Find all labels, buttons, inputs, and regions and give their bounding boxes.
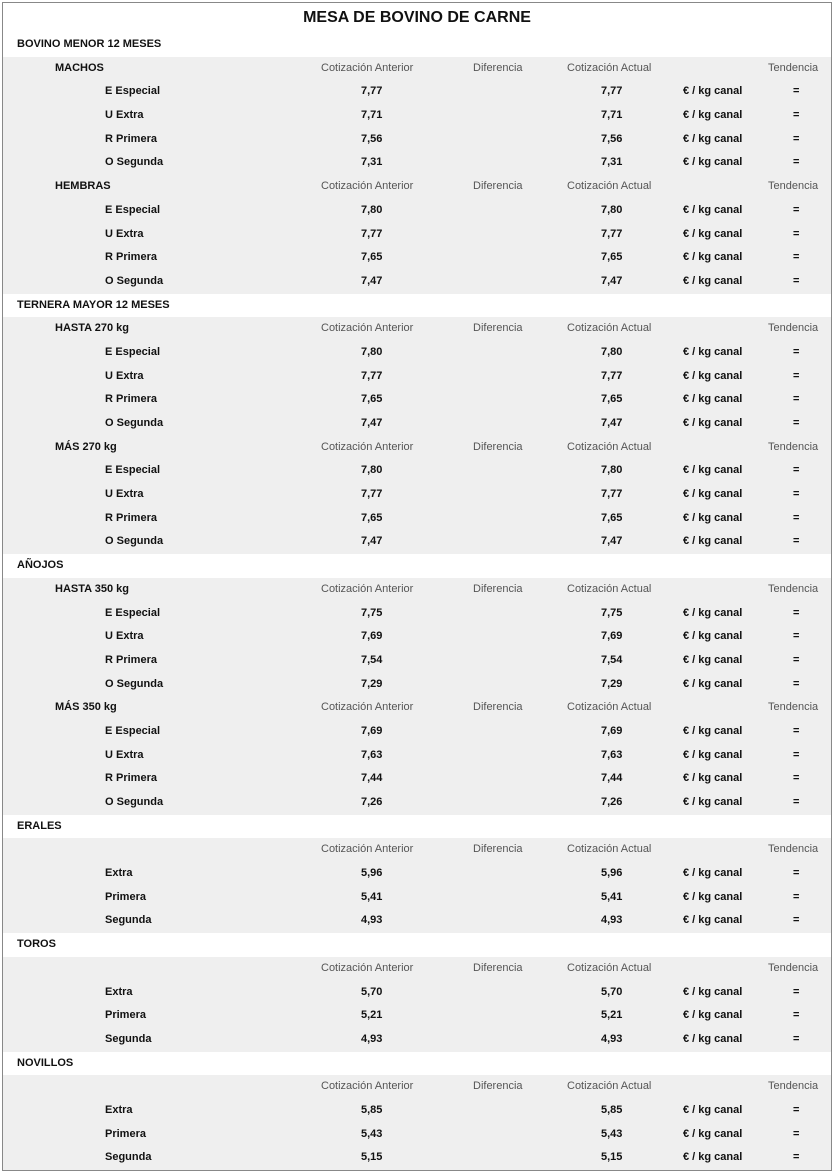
price-anterior: 7,56 bbox=[361, 132, 383, 145]
grade-label: Extra bbox=[105, 867, 133, 880]
page-title: MESA DE BOVINO DE CARNE bbox=[303, 9, 531, 26]
price-anterior: 5,85 bbox=[361, 1103, 383, 1116]
price-anterior: 4,93 bbox=[361, 914, 383, 927]
grade-label: Primera bbox=[105, 1127, 146, 1140]
table-row bbox=[3, 104, 831, 128]
group-label: HEMBRAS bbox=[55, 180, 111, 193]
header-cotizacion-anterior: Cotización Anterior bbox=[321, 701, 414, 714]
unit-label: € / kg canal bbox=[683, 772, 743, 785]
unit-label: € / kg canal bbox=[683, 535, 743, 548]
header-diferencia: Diferencia bbox=[473, 1080, 523, 1093]
grade-label: R Primera bbox=[105, 511, 157, 524]
table-row bbox=[3, 388, 831, 412]
price-actual: 4,93 bbox=[601, 914, 623, 927]
unit-label: € / kg canal bbox=[683, 890, 743, 903]
header-cotizacion-anterior: Cotización Anterior bbox=[321, 1080, 414, 1093]
price-actual: 5,85 bbox=[601, 1103, 623, 1116]
column-header-row bbox=[3, 578, 831, 602]
unit-label: € / kg canal bbox=[683, 393, 743, 406]
trend-indicator: = bbox=[793, 914, 800, 927]
table-row bbox=[3, 246, 831, 270]
grade-label: E Especial bbox=[105, 724, 161, 737]
grade-label: R Primera bbox=[105, 393, 157, 406]
grade-label: E Especial bbox=[105, 85, 161, 98]
table-row bbox=[3, 365, 831, 389]
grade-label: Segunda bbox=[105, 1032, 152, 1045]
grade-label: O Segunda bbox=[105, 796, 164, 808]
price-actual: 7,77 bbox=[601, 369, 623, 382]
unit-label: € / kg canal bbox=[683, 511, 743, 524]
group-label: HASTA 350 kg bbox=[55, 582, 129, 595]
price-anterior: 7,31 bbox=[361, 156, 383, 169]
header-diferencia: Diferencia bbox=[473, 582, 523, 595]
unit-label: € / kg canal bbox=[683, 203, 743, 216]
grade-label: R Primera bbox=[105, 653, 157, 666]
table-row bbox=[3, 507, 831, 531]
header-cotizacion-anterior: Cotización Anterior bbox=[321, 440, 414, 453]
group-label: HASTA 270 kg bbox=[55, 322, 129, 335]
price-actual: 5,21 bbox=[601, 1009, 623, 1022]
grade-label: U Extra bbox=[105, 488, 144, 501]
unit-label: € / kg canal bbox=[683, 251, 743, 264]
section-label: BOVINO MENOR 12 MESES bbox=[17, 38, 162, 50]
price-anterior: 7,65 bbox=[361, 251, 383, 264]
section-label: TOROS bbox=[17, 938, 56, 951]
grade-label: E Especial bbox=[105, 464, 161, 477]
table-row bbox=[3, 199, 831, 223]
header-tendencia: Tendencia bbox=[768, 701, 819, 714]
header-diferencia: Diferencia bbox=[473, 440, 523, 453]
header-diferencia: Diferencia bbox=[473, 843, 523, 856]
unit-label: € / kg canal bbox=[683, 369, 743, 382]
unit-label: € / kg canal bbox=[683, 914, 743, 927]
unit-label: € / kg canal bbox=[683, 345, 743, 358]
trend-indicator: = bbox=[793, 369, 800, 382]
header-tendencia: Tendencia bbox=[768, 843, 819, 856]
price-anterior: 7,47 bbox=[361, 274, 383, 287]
header-cotizacion-anterior: Cotización Anterior bbox=[321, 961, 414, 974]
trend-indicator: = bbox=[793, 1032, 800, 1045]
header-cotizacion-actual: Cotización Actual bbox=[567, 61, 652, 74]
header-cotizacion-actual: Cotización Actual bbox=[567, 701, 652, 714]
header-tendencia: Tendencia bbox=[768, 322, 819, 335]
group-label: MACHOS bbox=[55, 61, 104, 74]
unit-label: € / kg canal bbox=[683, 606, 743, 619]
grade-label: Primera bbox=[105, 890, 146, 903]
table-row bbox=[3, 1028, 831, 1052]
trend-indicator: = bbox=[793, 464, 800, 477]
trend-indicator: = bbox=[793, 251, 800, 264]
trend-indicator: = bbox=[793, 156, 800, 169]
trend-indicator: = bbox=[793, 1009, 800, 1022]
price-anterior: 5,70 bbox=[361, 985, 383, 998]
table-row bbox=[3, 981, 831, 1005]
section-label: TERNERA MAYOR 12 MESES bbox=[17, 298, 170, 311]
table-row bbox=[3, 530, 831, 554]
trend-indicator: = bbox=[793, 393, 800, 406]
column-header-row bbox=[3, 436, 831, 460]
grade-label: O Segunda bbox=[105, 677, 164, 690]
price-actual: 7,77 bbox=[601, 488, 623, 501]
trend-indicator: = bbox=[793, 1103, 800, 1116]
price-anterior: 7,65 bbox=[361, 393, 383, 406]
trend-indicator: = bbox=[793, 630, 800, 643]
section-row bbox=[3, 1052, 831, 1076]
table-row bbox=[3, 1146, 831, 1170]
price-anterior: 7,69 bbox=[361, 630, 383, 643]
price-actual: 7,69 bbox=[601, 630, 623, 643]
table-row bbox=[3, 1123, 831, 1147]
table-row bbox=[3, 270, 831, 294]
column-header-row bbox=[3, 175, 831, 199]
price-actual: 7,80 bbox=[601, 203, 623, 216]
grade-label: Extra bbox=[105, 985, 133, 998]
header-tendencia: Tendencia bbox=[768, 1080, 819, 1093]
table-row bbox=[3, 128, 831, 152]
header-cotizacion-anterior: Cotización Anterior bbox=[321, 582, 414, 595]
table-row bbox=[3, 720, 831, 744]
table-row bbox=[3, 459, 831, 483]
price-actual: 7,77 bbox=[601, 85, 623, 98]
table-row bbox=[3, 602, 831, 626]
column-header-row bbox=[3, 957, 831, 981]
header-cotizacion-actual: Cotización Actual bbox=[567, 582, 652, 595]
grade-label: E Especial bbox=[105, 606, 161, 619]
grade-label: O Segunda bbox=[105, 274, 164, 287]
unit-label: € / kg canal bbox=[683, 630, 743, 643]
header-diferencia: Diferencia bbox=[473, 322, 523, 335]
header-cotizacion-actual: Cotización Actual bbox=[567, 843, 652, 856]
table-row bbox=[3, 483, 831, 507]
table-row bbox=[3, 151, 831, 175]
unit-label: € / kg canal bbox=[683, 653, 743, 666]
price-anterior: 7,80 bbox=[361, 203, 383, 216]
unit-label: € / kg canal bbox=[683, 1127, 743, 1140]
trend-indicator: = bbox=[793, 985, 800, 998]
group-label: MÁS 350 kg bbox=[55, 701, 117, 714]
price-actual: 7,69 bbox=[601, 724, 623, 737]
price-actual: 5,43 bbox=[601, 1127, 623, 1140]
trend-indicator: = bbox=[793, 227, 800, 240]
trend-indicator: = bbox=[793, 867, 800, 880]
price-anterior: 7,80 bbox=[361, 464, 383, 477]
section-row bbox=[3, 33, 831, 57]
table-row bbox=[3, 909, 831, 933]
grade-label: U Extra bbox=[105, 109, 144, 122]
unit-label: € / kg canal bbox=[683, 85, 743, 98]
header-cotizacion-anterior: Cotización Anterior bbox=[321, 61, 414, 74]
price-actual: 7,29 bbox=[601, 677, 623, 690]
price-anterior: 7,47 bbox=[361, 417, 383, 429]
column-header-row bbox=[3, 57, 831, 81]
unit-label: € / kg canal bbox=[683, 1009, 743, 1022]
price-actual: 7,63 bbox=[601, 748, 623, 761]
trend-indicator: = bbox=[793, 85, 800, 98]
price-anterior: 7,29 bbox=[361, 677, 383, 690]
section-label: AÑOJOS bbox=[17, 559, 64, 572]
table-row bbox=[3, 341, 831, 365]
table-row bbox=[3, 412, 831, 436]
price-sheet bbox=[2, 2, 832, 1171]
header-cotizacion-actual: Cotización Actual bbox=[567, 322, 652, 335]
section-row bbox=[3, 933, 831, 957]
trend-indicator: = bbox=[793, 417, 800, 429]
unit-label: € / kg canal bbox=[683, 132, 743, 145]
price-anterior: 7,77 bbox=[361, 85, 383, 98]
grade-label: U Extra bbox=[105, 227, 144, 240]
header-cotizacion-anterior: Cotización Anterior bbox=[321, 322, 414, 335]
grade-label: U Extra bbox=[105, 369, 144, 382]
price-actual: 7,47 bbox=[601, 274, 623, 287]
table-row bbox=[3, 80, 831, 104]
price-actual: 7,44 bbox=[601, 772, 623, 785]
price-actual: 7,80 bbox=[601, 345, 623, 358]
grade-label: R Primera bbox=[105, 772, 157, 785]
price-actual: 7,75 bbox=[601, 606, 623, 619]
price-actual: 7,54 bbox=[601, 653, 623, 666]
header-cotizacion-actual: Cotización Actual bbox=[567, 961, 652, 974]
price-anterior: 7,77 bbox=[361, 369, 383, 382]
price-anterior: 7,80 bbox=[361, 345, 383, 358]
price-actual: 7,56 bbox=[601, 132, 623, 145]
price-anterior: 5,43 bbox=[361, 1127, 383, 1140]
table-row bbox=[3, 862, 831, 886]
price-actual: 7,65 bbox=[601, 511, 623, 524]
unit-label: € / kg canal bbox=[683, 748, 743, 761]
trend-indicator: = bbox=[793, 772, 800, 785]
header-cotizacion-actual: Cotización Actual bbox=[567, 180, 652, 193]
group-label: MÁS 270 kg bbox=[55, 440, 117, 453]
column-header-row bbox=[3, 838, 831, 862]
price-anterior: 7,69 bbox=[361, 724, 383, 737]
price-actual: 7,65 bbox=[601, 393, 623, 406]
column-header-row bbox=[3, 696, 831, 720]
trend-indicator: = bbox=[793, 653, 800, 666]
price-actual: 7,71 bbox=[601, 109, 623, 122]
grade-label: Segunda bbox=[105, 1151, 152, 1164]
price-anterior: 7,77 bbox=[361, 488, 383, 501]
header-cotizacion-actual: Cotización Actual bbox=[567, 1080, 652, 1093]
price-actual: 7,80 bbox=[601, 464, 623, 477]
trend-indicator: = bbox=[793, 132, 800, 145]
trend-indicator: = bbox=[793, 796, 800, 808]
table-row bbox=[3, 886, 831, 910]
trend-indicator: = bbox=[793, 606, 800, 619]
price-anterior: 7,54 bbox=[361, 653, 383, 666]
unit-label: € / kg canal bbox=[683, 1103, 743, 1116]
header-cotizacion-anterior: Cotización Anterior bbox=[321, 180, 414, 193]
price-anterior: 5,96 bbox=[361, 867, 383, 880]
price-anterior: 5,41 bbox=[361, 890, 383, 903]
header-diferencia: Diferencia bbox=[473, 961, 523, 974]
price-actual: 7,47 bbox=[601, 417, 623, 429]
unit-label: € / kg canal bbox=[683, 464, 743, 477]
header-cotizacion-anterior: Cotización Anterior bbox=[321, 843, 414, 856]
unit-label: € / kg canal bbox=[683, 227, 743, 240]
grade-label: O Segunda bbox=[105, 417, 164, 429]
price-anterior: 5,21 bbox=[361, 1009, 383, 1022]
trend-indicator: = bbox=[793, 511, 800, 524]
price-anterior: 7,77 bbox=[361, 227, 383, 240]
trend-indicator: = bbox=[793, 345, 800, 358]
section-label: NOVILLOS bbox=[17, 1056, 74, 1069]
section-label: ERALES bbox=[17, 819, 62, 832]
section-row bbox=[3, 294, 831, 318]
price-actual: 7,47 bbox=[601, 535, 623, 548]
header-diferencia: Diferencia bbox=[473, 701, 523, 714]
price-actual: 4,93 bbox=[601, 1032, 623, 1045]
price-anterior: 7,47 bbox=[361, 535, 383, 548]
price-actual: 7,77 bbox=[601, 227, 623, 240]
price-anterior: 7,44 bbox=[361, 772, 383, 785]
grade-label: R Primera bbox=[105, 132, 157, 145]
grade-label: Primera bbox=[105, 1009, 146, 1022]
trend-indicator: = bbox=[793, 748, 800, 761]
header-cotizacion-actual: Cotización Actual bbox=[567, 440, 652, 453]
grade-label: E Especial bbox=[105, 203, 161, 216]
price-anterior: 7,71 bbox=[361, 109, 383, 122]
grade-label: Segunda bbox=[105, 914, 152, 927]
trend-indicator: = bbox=[793, 1151, 800, 1164]
section-row bbox=[3, 554, 831, 578]
table-row bbox=[3, 1004, 831, 1028]
table-row bbox=[3, 673, 831, 697]
price-actual: 5,41 bbox=[601, 890, 623, 903]
price-table bbox=[3, 33, 831, 1170]
price-actual: 7,26 bbox=[601, 796, 623, 808]
trend-indicator: = bbox=[793, 488, 800, 501]
unit-label: € / kg canal bbox=[683, 274, 743, 287]
unit-label: € / kg canal bbox=[683, 724, 743, 737]
grade-label: O Segunda bbox=[105, 535, 164, 548]
column-header-row bbox=[3, 1075, 831, 1099]
price-actual: 5,70 bbox=[601, 985, 623, 998]
header-tendencia: Tendencia bbox=[768, 180, 819, 193]
price-actual: 5,15 bbox=[601, 1151, 623, 1164]
trend-indicator: = bbox=[793, 724, 800, 737]
header-tendencia: Tendencia bbox=[768, 961, 819, 974]
unit-label: € / kg canal bbox=[683, 1151, 743, 1164]
trend-indicator: = bbox=[793, 677, 800, 690]
grade-label: U Extra bbox=[105, 630, 144, 643]
table-row bbox=[3, 744, 831, 768]
unit-label: € / kg canal bbox=[683, 867, 743, 880]
unit-label: € / kg canal bbox=[683, 156, 743, 169]
table-row bbox=[3, 223, 831, 247]
header-tendencia: Tendencia bbox=[768, 440, 819, 453]
trend-indicator: = bbox=[793, 109, 800, 122]
price-actual: 5,96 bbox=[601, 867, 623, 880]
grade-label: U Extra bbox=[105, 748, 144, 761]
table-row bbox=[3, 1099, 831, 1123]
price-anterior: 7,65 bbox=[361, 511, 383, 524]
header-tendencia: Tendencia bbox=[768, 582, 819, 595]
price-actual: 7,65 bbox=[601, 251, 623, 264]
price-anterior: 7,63 bbox=[361, 748, 383, 761]
unit-label: € / kg canal bbox=[683, 677, 743, 690]
unit-label: € / kg canal bbox=[683, 796, 743, 808]
table-row bbox=[3, 625, 831, 649]
price-anterior: 7,75 bbox=[361, 606, 383, 619]
grade-label: R Primera bbox=[105, 251, 157, 264]
table-row bbox=[3, 649, 831, 673]
price-actual: 7,31 bbox=[601, 156, 623, 169]
header-tendencia: Tendencia bbox=[768, 61, 819, 74]
table-row bbox=[3, 767, 831, 791]
column-header-row bbox=[3, 317, 831, 341]
trend-indicator: = bbox=[793, 535, 800, 548]
trend-indicator: = bbox=[793, 274, 800, 287]
price-anterior: 7,26 bbox=[361, 796, 383, 808]
table-row bbox=[3, 791, 831, 815]
grade-label: O Segunda bbox=[105, 156, 164, 169]
unit-label: € / kg canal bbox=[683, 488, 743, 501]
price-anterior: 5,15 bbox=[361, 1151, 383, 1164]
section-row bbox=[3, 815, 831, 839]
grade-label: Extra bbox=[105, 1103, 133, 1116]
trend-indicator: = bbox=[793, 203, 800, 216]
trend-indicator: = bbox=[793, 1127, 800, 1140]
header-diferencia: Diferencia bbox=[473, 61, 523, 74]
unit-label: € / kg canal bbox=[683, 1032, 743, 1045]
price-anterior: 4,93 bbox=[361, 1032, 383, 1045]
unit-label: € / kg canal bbox=[683, 985, 743, 998]
header-diferencia: Diferencia bbox=[473, 180, 523, 193]
unit-label: € / kg canal bbox=[683, 109, 743, 122]
grade-label: E Especial bbox=[105, 345, 161, 358]
unit-label: € / kg canal bbox=[683, 417, 743, 429]
trend-indicator: = bbox=[793, 890, 800, 903]
